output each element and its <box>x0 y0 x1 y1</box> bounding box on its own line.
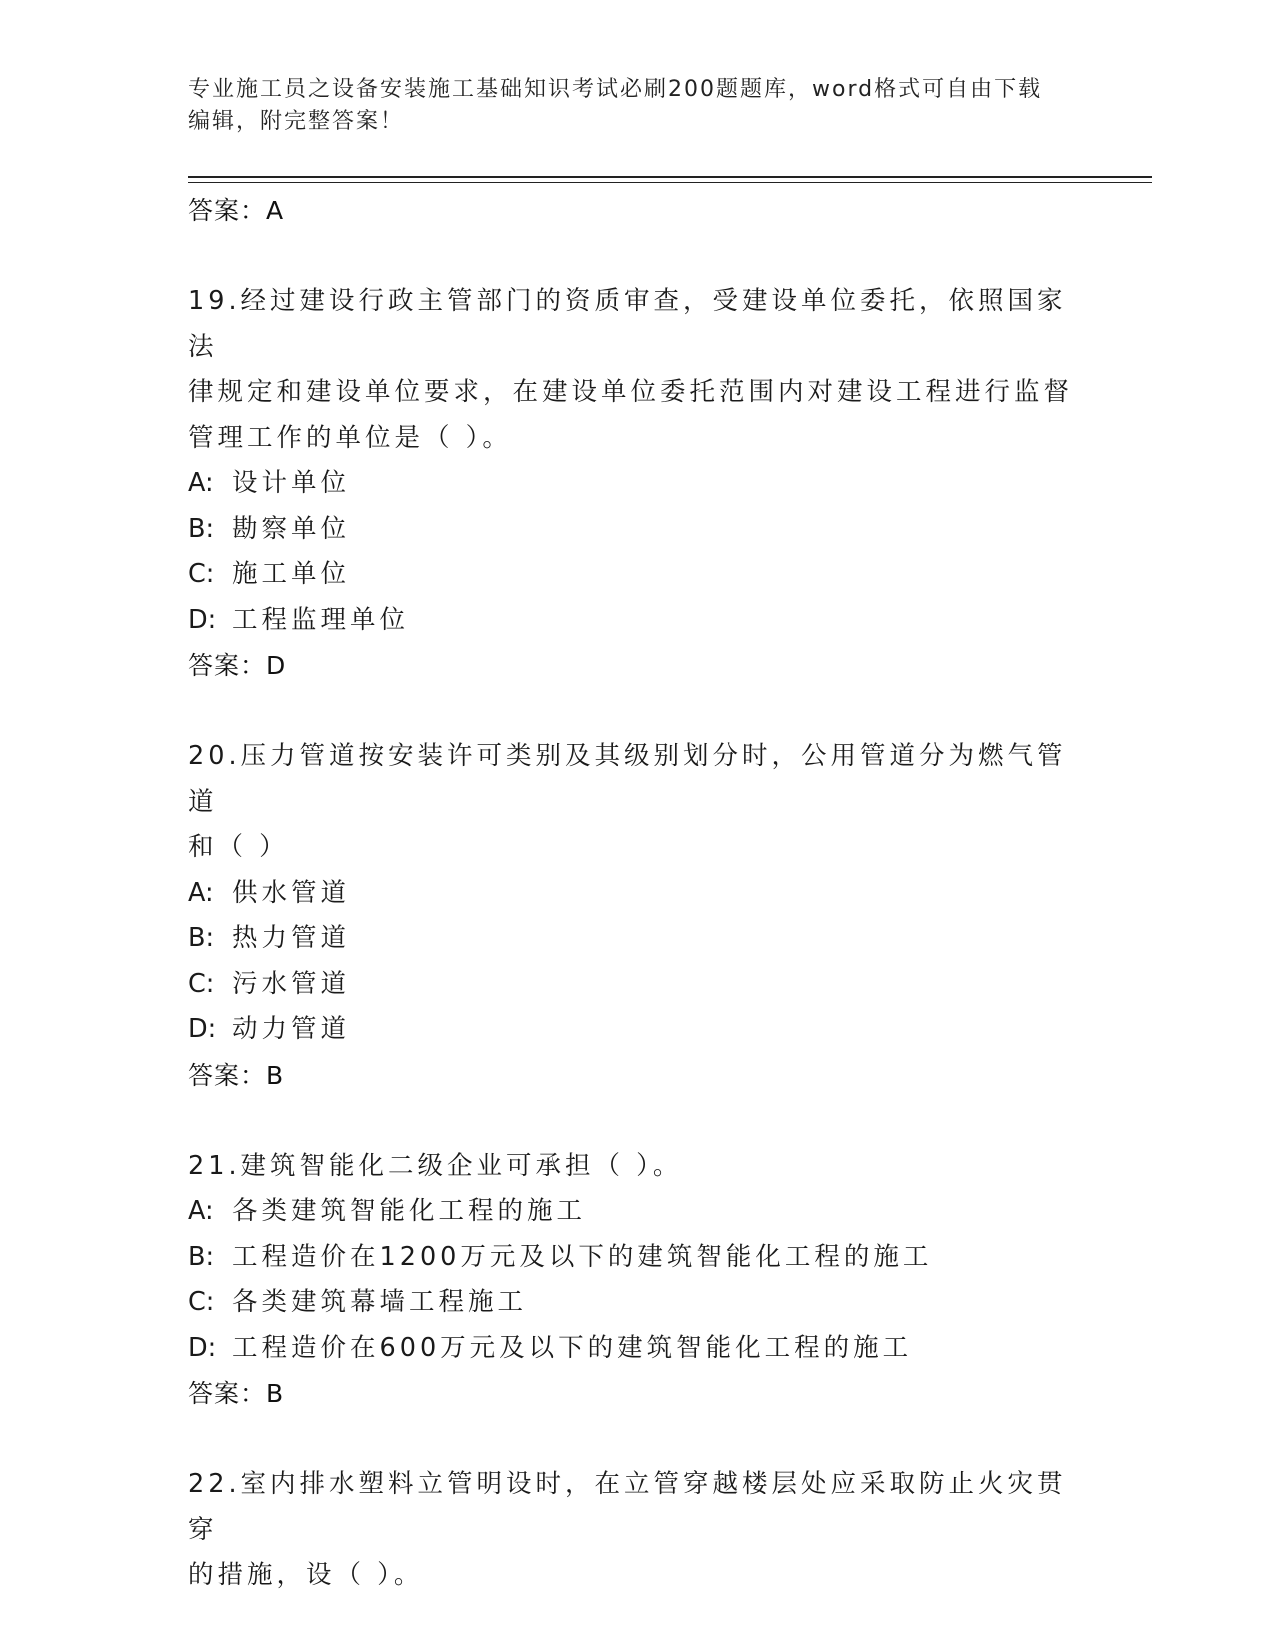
option-a <box>188 1189 1088 1235</box>
spacer <box>188 1099 1088 1144</box>
question-stem-line: 19.经过建设行政主管部门的资质审查，受建设单位委托，依照国家法 <box>188 286 1067 362</box>
option-letter: C: <box>188 559 215 589</box>
answer-line: 答案：B <box>188 1379 285 1408</box>
question-list <box>188 188 1088 1599</box>
option-text: 施工单位 <box>232 559 351 589</box>
option-b <box>188 507 1088 553</box>
option-text: 供水管道 <box>232 877 351 908</box>
option-text: 工程造价在600万元及以下的建筑智能化工程的施工 <box>232 1332 913 1363</box>
option-letter: A: <box>188 1196 214 1226</box>
question-stem-line: 管理工作的单位是（ ）。 <box>188 422 512 453</box>
option-text: 设计单位 <box>232 468 351 498</box>
spacer <box>188 689 1088 734</box>
option-c <box>188 552 1088 598</box>
option-letter: C: <box>188 968 215 999</box>
question-stem-line: 的措施，设（ ）。 <box>188 1560 424 1590</box>
question-stem-line: 律规定和建设单位要求，在建设单位委托范围内对建设工程进行监督 <box>188 377 1074 407</box>
option-letter: B: <box>188 923 215 953</box>
spacer <box>188 1417 1088 1462</box>
header-line-2: 编辑，附完整答案！ <box>188 109 405 134</box>
header-line-1: 专业施工员之设备安装施工基础知识考试必刷200题题库，word格式可自由下载 <box>188 77 1043 102</box>
option-text: 污水管道 <box>232 968 351 999</box>
option-d <box>188 1007 1088 1053</box>
option-d <box>188 598 1088 644</box>
option-letter: D: <box>188 1014 217 1044</box>
option-text: 工程监理单位 <box>232 604 410 635</box>
option-text: 各类建筑智能化工程的施工 <box>232 1196 587 1226</box>
option-text: 各类建筑幕墙工程施工 <box>232 1287 528 1317</box>
document-header <box>188 74 1068 138</box>
question-19 <box>188 279 1088 689</box>
option-text: 动力管道 <box>232 1014 351 1044</box>
option-text: 勘察单位 <box>232 513 351 544</box>
question-20 <box>188 734 1088 1099</box>
option-letter: B: <box>188 1241 215 1272</box>
question-stem-line: 22.室内排水塑料立管明设时，在立管穿越楼层处应采取防止火灾贯穿 <box>188 1469 1067 1545</box>
option-text: 热力管道 <box>232 923 351 953</box>
option-d <box>188 1326 1088 1372</box>
option-letter: A: <box>188 468 214 498</box>
option-text: 工程造价在1200万元及以下的建筑智能化工程的施工 <box>232 1241 933 1272</box>
option-a <box>188 461 1088 507</box>
question-stem-line: 20.压力管道按安装许可类别及其级别划分时，公用管道分为燃气管道 <box>188 741 1067 817</box>
previous-answer: 答案：A <box>188 196 285 225</box>
header-divider-thin <box>188 182 1152 183</box>
option-letter: D: <box>188 1332 217 1363</box>
option-a <box>188 871 1088 917</box>
question-stem-line: 21.建筑智能化二级企业可承担（ ）。 <box>188 1150 683 1181</box>
option-letter: D: <box>188 604 217 635</box>
option-c <box>188 1280 1088 1326</box>
option-letter: B: <box>188 513 215 544</box>
option-letter: C: <box>188 1287 215 1317</box>
question-22 <box>188 1462 1088 1599</box>
answer-line: 答案：B <box>188 1060 285 1090</box>
question-21 <box>188 1144 1088 1418</box>
answer-line: 答案：D <box>188 651 287 680</box>
option-b <box>188 1235 1088 1281</box>
option-b <box>188 916 1088 962</box>
option-c <box>188 962 1088 1008</box>
spacer <box>188 234 1088 279</box>
header-divider-thick <box>188 176 1152 178</box>
question-stem-line: 和（ ） <box>188 832 289 862</box>
option-letter: A: <box>188 877 214 908</box>
